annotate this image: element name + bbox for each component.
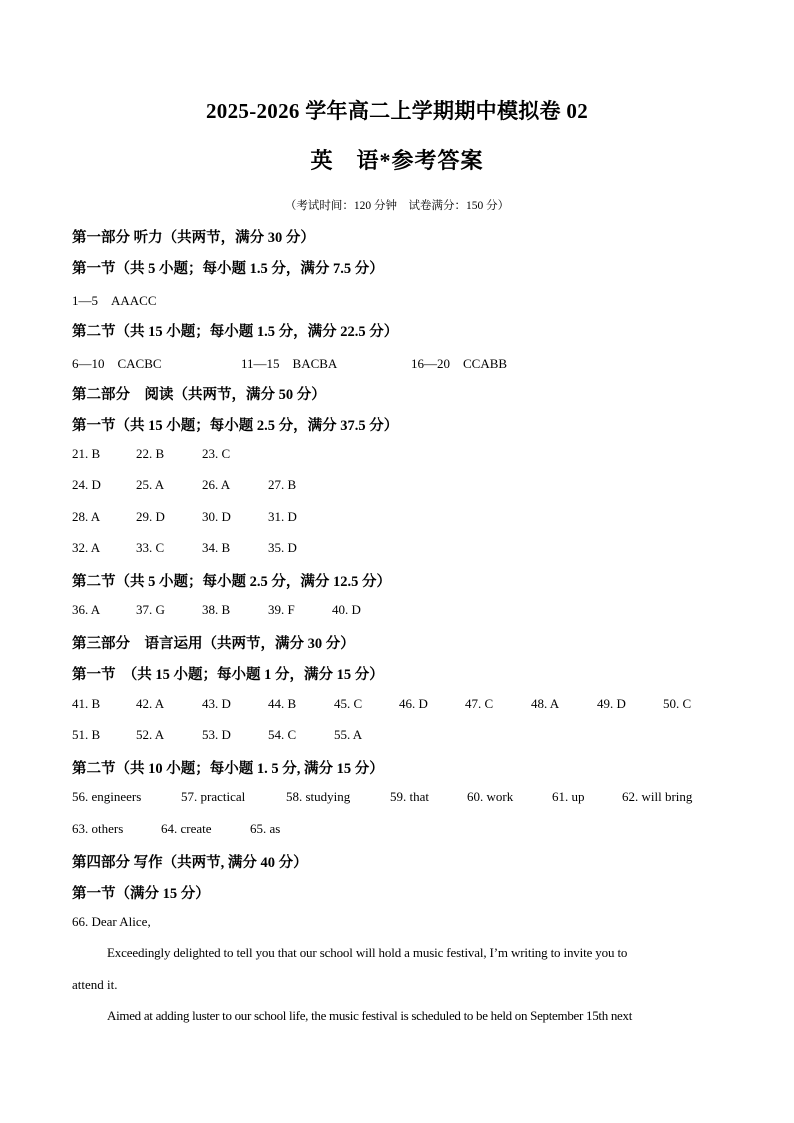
answer-item: 21. B	[72, 446, 101, 461]
answer-item: 47. C	[465, 696, 494, 711]
answer-item: 44. B	[268, 696, 297, 711]
part4-heading: 第四部分 写作（共两节, 满分 40 分）	[72, 855, 308, 871]
letter-paragraph-2-line-1: Aimed at adding luster to our school life, the music festival is scheduled to be held on September 15th next	[107, 1008, 633, 1023]
answer-item: 28. A	[72, 509, 101, 524]
answer-item: 54. C	[268, 727, 297, 742]
page-title: 2025-2026 学年高二上学期期中模拟卷 02	[206, 99, 588, 123]
answer-item: 59. that	[390, 789, 429, 804]
part3-heading: 第三部分 语言运用（共两节，满分 30 分）	[72, 636, 355, 652]
answer-item: 41. B	[72, 696, 101, 711]
answer-item: 49. D	[597, 696, 626, 711]
answer-item: 43. D	[202, 696, 231, 711]
answer-item: 31. D	[268, 509, 297, 524]
answer-item: 64. create	[161, 821, 212, 836]
answer-item: 40. D	[332, 602, 361, 617]
answer-item: 65. as	[250, 821, 281, 836]
answer-item: 23. C	[202, 446, 231, 461]
part2-heading: 第二部分 阅读（共两节，满分 50 分）	[72, 387, 326, 403]
answer-item: 24. D	[72, 477, 101, 492]
answer-group: 16—20 CCABB	[411, 356, 508, 371]
answer-item: 53. D	[202, 727, 231, 742]
answer-item: 58. studying	[286, 789, 351, 804]
answer-item: 60. work	[467, 789, 514, 804]
part1-sec1-answers: 1—5 AAACC	[72, 293, 157, 308]
letter-paragraph-1-line-1: Exceedingly delighted to tell you that our school will hold a music festival, I’m writing to invite you to	[107, 945, 628, 960]
part4-sec1-heading: 第一节（满分 15 分）	[72, 886, 210, 902]
answer-item: 25. A	[136, 477, 165, 492]
answer-item: 52. A	[136, 727, 165, 742]
part3-sec2-heading: 第二节（共 10 小题；每小题 1. 5 分, 满分 15 分）	[72, 761, 384, 777]
answer-item: 45. C	[334, 696, 363, 711]
answer-item: 32. A	[72, 540, 101, 555]
part1-heading: 第一部分 听力（共两节，满分 30 分）	[72, 230, 315, 246]
answer-item: 42. A	[136, 696, 165, 711]
letter-greeting: 66. Dear Alice,	[72, 914, 151, 929]
answer-item: 30. D	[202, 509, 231, 524]
answer-item: 37. G	[136, 602, 165, 617]
part3-sec1-heading: 第一节 （共 15 小题；每小题 1 分，满分 15 分）	[72, 667, 384, 683]
letter-paragraph-1-line-2: attend it.	[72, 977, 118, 992]
exam-meta: （考试时间：120 分钟 试卷满分：150 分）	[284, 200, 510, 212]
answer-item: 62. will bring	[622, 789, 693, 804]
answer-item: 51. B	[72, 727, 101, 742]
page-subtitle: 英 语*参考答案	[310, 148, 484, 173]
answer-item: 57. practical	[181, 789, 246, 804]
part1-sec2-heading: 第二节（共 15 小题；每小题 1.5 分，满分 22.5 分）	[72, 324, 399, 340]
answer-item: 63. others	[72, 821, 124, 836]
answer-item: 26. A	[202, 477, 231, 492]
answer-group: 11—15 BACBA	[241, 356, 338, 371]
part2-sec1-heading: 第一节（共 15 小题；每小题 2.5 分，满分 37.5 分）	[72, 418, 399, 434]
answer-item: 29. D	[136, 509, 165, 524]
answer-item: 55. A	[334, 727, 363, 742]
answer-item: 34. B	[202, 540, 231, 555]
answer-item: 61. up	[552, 789, 585, 804]
part2-sec2-heading: 第二节（共 5 小题；每小题 2.5 分，满分 12.5 分）	[72, 574, 391, 590]
answer-item: 46. D	[399, 696, 428, 711]
answer-item: 36. A	[72, 602, 101, 617]
answer-item: 48. A	[531, 696, 560, 711]
answer-item: 50. C	[663, 696, 692, 711]
part1-sec1-heading: 第一节（共 5 小题；每小题 1.5 分，满分 7.5 分）	[72, 261, 384, 277]
answer-item: 39. F	[268, 602, 295, 617]
answer-group: 6—10 CACBC	[72, 356, 162, 371]
answer-item: 22. B	[136, 446, 165, 461]
answer-item: 38. B	[202, 602, 231, 617]
answer-item: 35. D	[268, 540, 297, 555]
answer-item: 33. C	[136, 540, 165, 555]
answer-item: 27. B	[268, 477, 297, 492]
answer-item: 56. engineers	[72, 789, 142, 804]
